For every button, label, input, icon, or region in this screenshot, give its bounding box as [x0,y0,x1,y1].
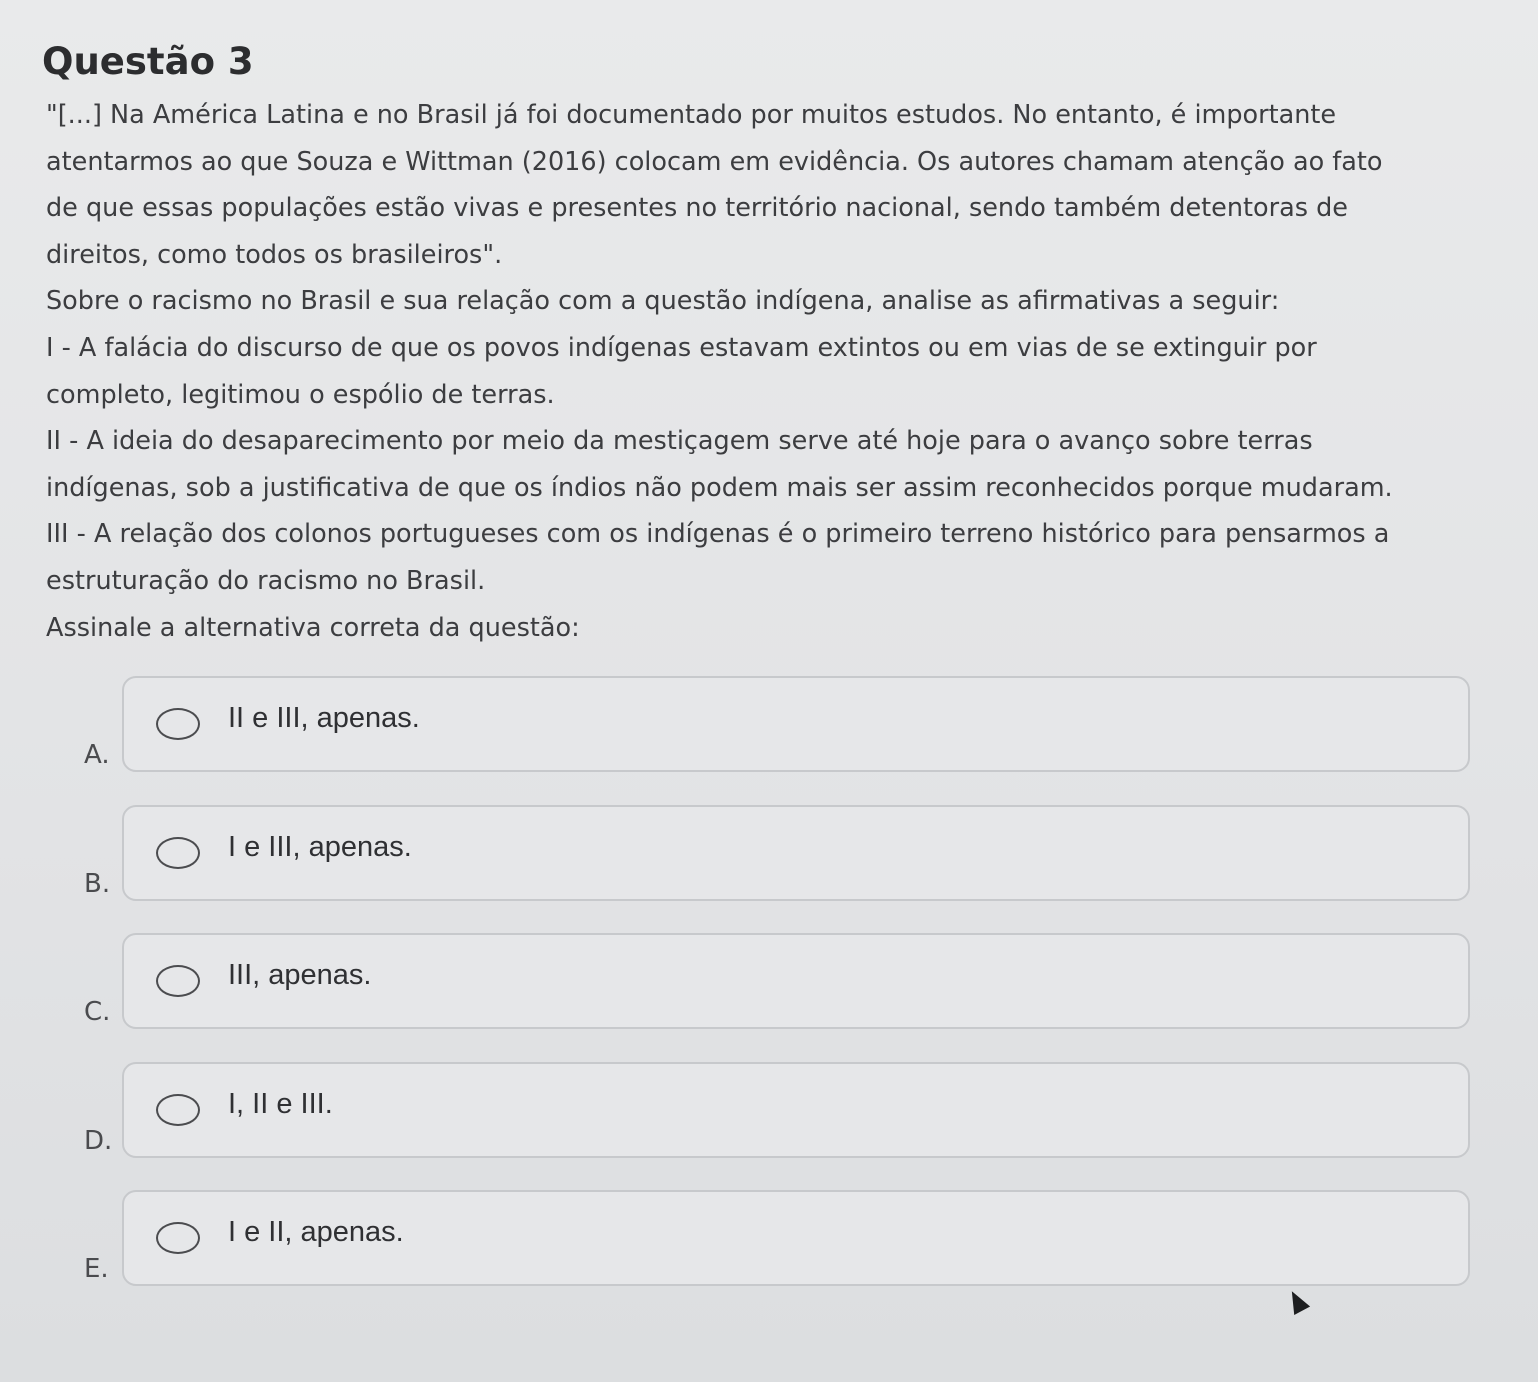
statement-line: estruturação do racismo no Brasil. [46,565,486,596]
option-c-button[interactable] [122,933,1470,1029]
option-a [80,672,1480,794]
statement-line: indígenas, sob a justificativa de que os índios não podem mais ser assim reconhecidos porque mudaram. [46,472,1393,503]
option-letter: B. [84,868,111,899]
option-letter: C. [84,997,111,1027]
statement-line: III - A relação dos colonos portugueses com os indígenas é o primeiro terreno histórico para pensarmos a [46,519,1390,550]
answer-options [80,672,1480,1315]
radio-icon[interactable] [156,1094,200,1126]
question-statement [46,92,1506,651]
statement-line: "[...] Na América Latina e no Brasil já foi documentado por muitos estudos. No entanto, é importante [46,100,1337,130]
option-label: I, II e III. [228,1087,333,1120]
radio-icon[interactable] [156,708,200,740]
statement-line: atentarmos ao que Souza e Wittman (2016) colocam em evidência. Os autores chamam atenção ao fato [46,146,1383,177]
option-d [80,1058,1480,1180]
statement-line: II - A ideia do desaparecimento por meio da mestiçagem serve até hoje para o avanço sobre terras [46,426,1313,457]
statement-line: de que essas populações estão vivas e presentes no território nacional, sendo também detentoras de [46,193,1348,224]
option-d-button[interactable] [122,1062,1470,1158]
statement-line: completo, legitimou o espólio de terras. [46,379,555,410]
question-title: Questão 3 [42,40,254,83]
statement-line: Sobre o racismo no Brasil e sua relação com a questão indígena, analise as afirmativas a seguir: [46,286,1280,317]
option-e [80,1186,1480,1308]
option-label: II e III, apenas. [228,702,420,734]
radio-icon[interactable] [156,965,200,997]
option-c [80,929,1480,1051]
statement-line: Assinale a alternativa correta da questão: [46,612,580,643]
option-label: I e II, apenas. [228,1216,404,1248]
option-b-button[interactable] [122,805,1470,901]
option-letter: D. [84,1125,113,1156]
radio-icon[interactable] [156,837,200,869]
statement-line: direitos, como todos os brasileiros". [46,239,503,270]
radio-icon[interactable] [156,1222,200,1254]
option-label: I e III, apenas. [228,830,412,863]
option-label: III, apenas. [228,959,372,991]
option-a-button[interactable] [122,676,1470,772]
option-b [80,801,1480,923]
option-letter: A. [84,740,110,770]
statement-line: I - A falácia do discurso de que os povos indígenas estavam extintos ou em vias de se extinguir por [46,332,1317,363]
option-letter: E. [84,1254,109,1284]
option-e-button[interactable] [122,1190,1470,1286]
